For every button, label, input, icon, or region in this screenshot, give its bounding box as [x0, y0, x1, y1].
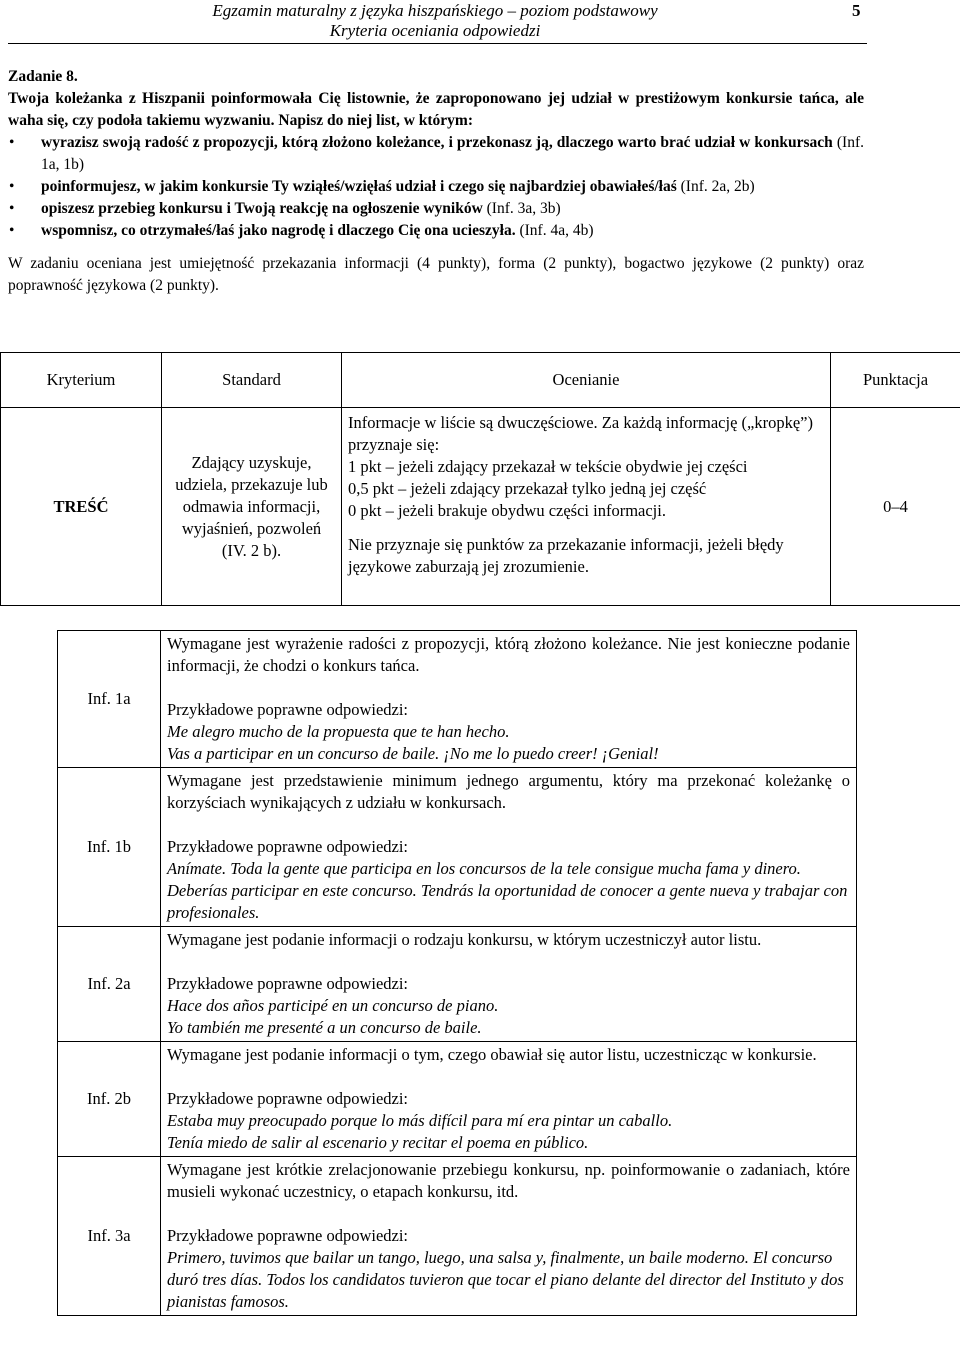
- task-bullet: [8, 132, 864, 176]
- info-required: Wymagane jest przedstawienie minimum jednego argumentu, który ma przekonać koleżankę o korzyściach wynikających z udziału w konkursach.: [167, 771, 850, 812]
- example-answer: Vas a participar en un concurso de baile. ¡No me lo puedo creer! ¡Genial!: [167, 744, 659, 763]
- example-answer: Yo también me presenté a un concurso de baile.: [167, 1018, 482, 1037]
- criteria-row: [1, 408, 960, 606]
- grading-cell: [342, 408, 831, 606]
- header-standard: Standard: [162, 353, 342, 408]
- info-content: [161, 1042, 857, 1157]
- criteria-header-row: [1, 353, 960, 408]
- examples-label: Przykładowe poprawne odpowiedzi:: [167, 1226, 409, 1245]
- grading-line: 1 pkt – jeżeli zdający przekazał w tekście obydwie jej części: [348, 457, 748, 476]
- info-row: [58, 927, 857, 1042]
- task-bullet-list: [8, 132, 864, 242]
- example-answer: Deberías participar en este concurso. Tendrás la oportunidad de conocer a gente nueva y trabajar con profesionales.: [167, 881, 848, 922]
- bullet-ref: (Inf. 1a, 1b): [41, 134, 864, 173]
- info-row: [58, 768, 857, 927]
- header-subtitle: Kryteria oceniania odpowiedzi: [329, 21, 541, 40]
- examples-label: Przykładowe poprawne odpowiedzi:: [167, 1089, 409, 1108]
- example-answer: Me alegro mucho de la propuesta que te han hecho.: [167, 722, 510, 741]
- page-header: [0, 0, 960, 44]
- info-table: [57, 630, 857, 1316]
- info-label: Inf. 2b: [58, 1042, 161, 1157]
- bullet-text: wspomnisz, co otrzymałeś/łaś jako nagrodę i dlaczego Cię ona ucieszyła.: [41, 222, 516, 239]
- example-answer: Tenía miedo de salir al escenario y recitar el poema en público.: [167, 1133, 589, 1152]
- header-exam-title: Egzamin maturalny z języka hiszpańskiego – poziom podstawowy: [212, 1, 658, 20]
- standard-cell: Zdający uzyskuje, udziela, przekazuje lub odmawia informacji, wyjaśnień, pozwoleń (IV. 2 b).: [162, 408, 342, 606]
- info-row: [58, 1157, 857, 1316]
- task-bullet: [8, 176, 864, 198]
- bullet-ref: (Inf. 2a, 2b): [680, 178, 755, 195]
- info-row: [58, 631, 857, 768]
- info-label: Inf. 1a: [58, 631, 161, 768]
- bullet-text: poinformujesz, w jakim konkursie Ty wziąłeś/wzięłaś udział i czego się najbardziej obawiałeś/łaś: [41, 178, 677, 195]
- examples-label: Przykładowe poprawne odpowiedzi:: [167, 837, 409, 856]
- info-label: Inf. 1b: [58, 768, 161, 927]
- info-content: [161, 1157, 857, 1316]
- bullet-ref: (Inf. 3a, 3b): [486, 200, 561, 217]
- grading-line: 0,5 pkt – jeżeli zdający przekazał tylko jedną jej część: [348, 479, 707, 498]
- grading-note: Nie przyznaje się punktów za przekazanie informacji, jeżeli błędy językowe zaburzają jej zrozumienie.: [348, 535, 784, 576]
- info-content: [161, 927, 857, 1042]
- example-answer: Hace dos años participé en un concurso de piano.: [167, 996, 499, 1015]
- page-number: 5: [852, 1, 861, 20]
- header-rule: [8, 43, 867, 44]
- info-label: Inf. 3a: [58, 1157, 161, 1316]
- examples-label: Przykładowe poprawne odpowiedzi:: [167, 974, 409, 993]
- header-points: Punktacja: [831, 353, 960, 408]
- task-bullet: [8, 198, 864, 220]
- assessment-note: W zadaniu oceniana jest umiejętność przekazania informacji (4 punkty), forma (2 punkty), bogactwo językowe (2 punkty) oraz poprawność językowa (2 punkty).: [8, 255, 864, 294]
- info-required: Wymagane jest krótkie zrelacjonowanie przebiegu konkursu, np. poinformowanie o zadaniach, które musieli wykonać uczestnicy, o etapach konkursu, itd.: [167, 1160, 850, 1201]
- header-grading: Ocenianie: [342, 353, 831, 408]
- examples-label: Przykładowe poprawne odpowiedzi:: [167, 700, 409, 719]
- task-title: Zadanie 8.: [8, 68, 78, 85]
- info-row: [58, 1042, 857, 1157]
- points-cell: 0–4: [831, 408, 960, 606]
- task-intro: Twoja koleżanka z Hiszpanii poinformowała Cię listownie, że zaproponowano jej udział w prestiżowym konkursie tańca, ale waha się, czy podoła takiemu wyzwaniu. Napisz do niej list, w którym:: [8, 90, 864, 129]
- bullet-icon: •: [9, 178, 15, 195]
- info-required: Wymagane jest podanie informacji o rodzaju konkursu, w którym uczestniczył autor listu.: [167, 930, 762, 949]
- task-bullet: [8, 220, 864, 242]
- info-required: Wymagane jest podanie informacji o tym, czego obawiał się autor listu, uczestnicząc w konkursie.: [167, 1045, 817, 1064]
- grading-line: Informacje w liście są dwuczęściowe. Za każdą informację („kropkę”) przyznaje się:: [348, 413, 813, 454]
- info-required: Wymagane jest wyrażenie radości z propozycji, którą złożono koleżance. Nie jest konieczne podanie informacji, że chodzi o konkurs tańca.: [167, 634, 850, 675]
- header-criterion: Kryterium: [1, 353, 162, 408]
- example-answer: Primero, tuvimos que bailar un tango, luego, una salsa y, finalmente, un baile moderno. El concurso duró tres días. Todos los candidatos tuvieron que tocar el piano delante del director del Instituto y dos pianistas famosos.: [167, 1248, 844, 1311]
- bullet-icon: •: [9, 134, 15, 151]
- task-section: [8, 66, 864, 297]
- info-content: [161, 631, 857, 768]
- info-content: [161, 768, 857, 927]
- bullet-icon: •: [9, 222, 15, 239]
- bullet-text: wyrazisz swoją radość z propozycji, którą złożono koleżance, i przekonasz ją, dlaczego warto brać udział w konkursach: [41, 134, 833, 151]
- bullet-ref: (Inf. 4a, 4b): [519, 222, 594, 239]
- info-label: Inf. 2a: [58, 927, 161, 1042]
- criteria-table: [0, 352, 960, 606]
- bullet-text: opiszesz przebieg konkursu i Twoją reakcję na ogłoszenie wyników: [41, 200, 483, 217]
- criterion-cell: TREŚĆ: [1, 408, 162, 606]
- grading-line: 0 pkt – jeżeli brakuje obydwu części informacji.: [348, 501, 666, 520]
- example-answer: Anímate. Toda la gente que participa en los concursos de la tele consigue mucha fama y dinero.: [167, 859, 801, 878]
- example-answer: Estaba muy preocupado porque lo más difícil para mí era pintar un caballo.: [167, 1111, 673, 1130]
- bullet-icon: •: [9, 200, 15, 217]
